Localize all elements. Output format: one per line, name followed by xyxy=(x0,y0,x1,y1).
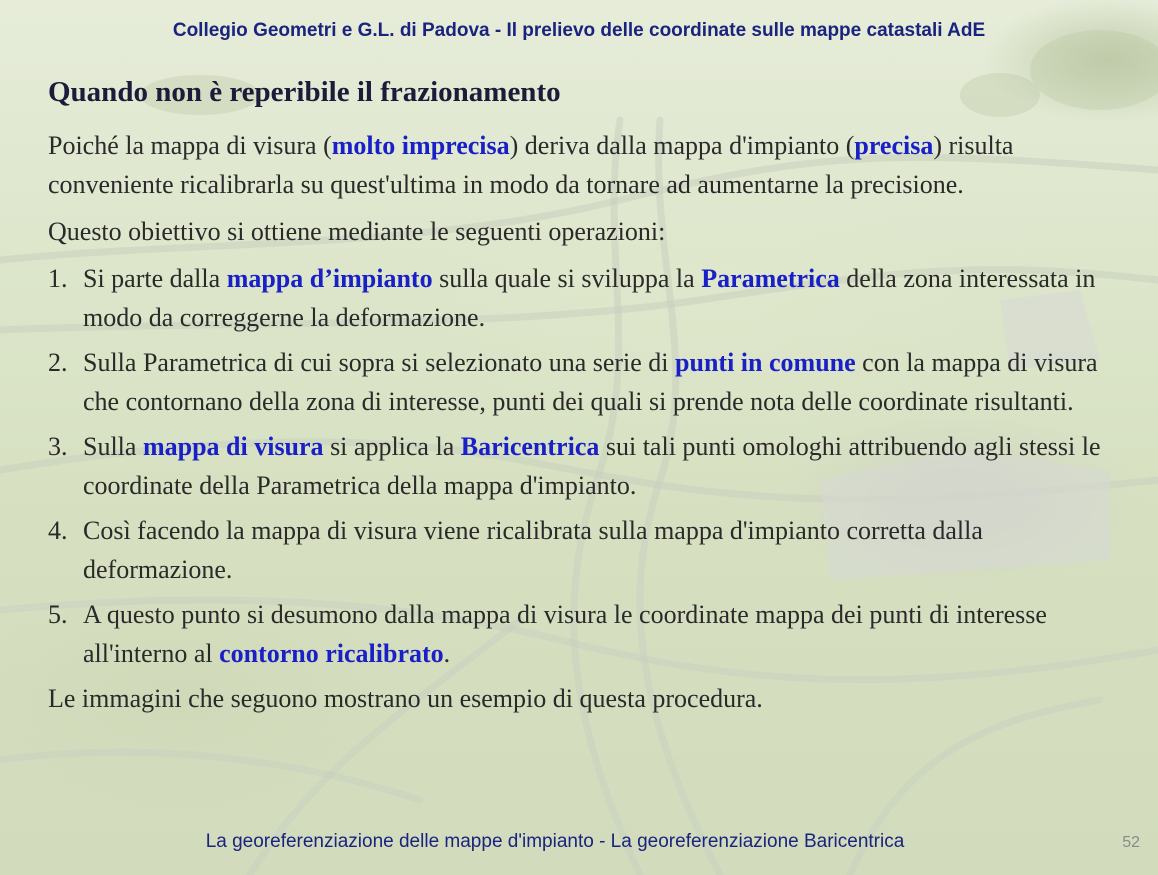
step-highlight: punti in comune xyxy=(675,348,856,377)
step-text: con la mappa di visura che contornano della zona di interesse, punti dei quali si prende nota delle coordinate risultanti. xyxy=(83,348,1098,416)
intro-highlight-1: molto imprecisa xyxy=(331,131,510,160)
step-text: Sulla xyxy=(83,432,143,461)
step-highlight: Parametrica xyxy=(701,264,840,293)
step-text: Sulla Parametrica di cui sopra si selezionato una serie di xyxy=(83,348,676,377)
intro-highlight-2: precisa xyxy=(854,131,934,160)
intro-text-3: ) risulta conveniente ricalibrarla su quest'ultima in modo da tornare ad aumentarne la precisione. xyxy=(48,131,1014,199)
intro-paragraph xyxy=(48,126,1133,204)
step-highlight: mappa d’impianto xyxy=(226,264,433,293)
step-number: 5. xyxy=(48,600,68,629)
step-item-5 xyxy=(48,595,1133,673)
step-number: 4. xyxy=(48,516,68,545)
step-number: 1. xyxy=(48,264,68,293)
step-item-4 xyxy=(48,511,1133,589)
step-item-2 xyxy=(48,343,1133,421)
step-text: della zona interessata in modo da correggerne la deformazione. xyxy=(83,264,1096,332)
slide-body xyxy=(48,126,1133,726)
step-text: . xyxy=(443,639,451,668)
step-text: sui tali punti omologhi attribuendo agli stessi le coordinate della Parametrica della mappa d'impianto. xyxy=(83,432,1101,500)
step-highlight: contorno ricalibrato xyxy=(219,639,444,668)
step-highlight: Baricentrica xyxy=(460,432,600,461)
step-text: sulla quale si sviluppa la xyxy=(432,264,702,293)
page-number: 52 xyxy=(1122,834,1140,851)
slide-title: Quando non è reperibile il frazionamento xyxy=(48,76,561,108)
step-text: A questo punto si desumono dalla mappa di visura le coordinate mappa dei punti di interesse all'interno al xyxy=(83,600,1047,668)
closing-paragraph: Le immagini che seguono mostrano un esempio di questa procedura. xyxy=(48,684,763,713)
slide-footer: La georeferenziazione delle mappe d'impianto - La georeferenziazione Baricentrica xyxy=(205,831,905,852)
step-text: si applica la xyxy=(323,432,461,461)
step-number: 2. xyxy=(48,348,68,377)
step-text: Così facendo la mappa di visura viene ricalibrata sulla mappa d'impianto corretta dalla deformazione. xyxy=(83,516,983,584)
slide-header: Collegio Geometri e G.L. di Padova - Il prelievo delle coordinate sulle mappe catastali AdE xyxy=(172,20,986,41)
step-item-3 xyxy=(48,427,1133,505)
intro-text-1: Poiché la mappa di visura ( xyxy=(48,131,332,160)
step-number: 3. xyxy=(48,432,68,461)
step-highlight: mappa di visura xyxy=(142,432,324,461)
steps-list xyxy=(48,259,1133,673)
step-text: Si parte dalla xyxy=(83,264,227,293)
lead-paragraph: Questo obiettivo si ottiene mediante le seguenti operazioni: xyxy=(48,217,666,246)
intro-text-2: ) deriva dalla mappa d'impianto ( xyxy=(509,131,855,160)
step-item-1 xyxy=(48,259,1133,337)
